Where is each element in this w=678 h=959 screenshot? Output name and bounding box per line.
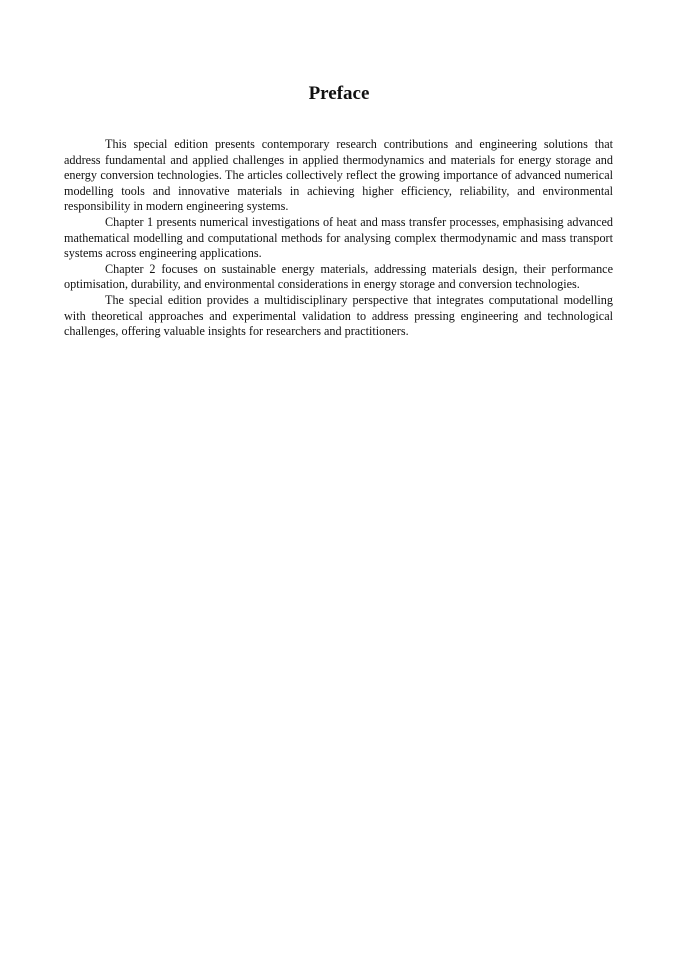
paragraph-intro: This special edition presents contemporary research contributions and engineering solutions that address fundamental and applied challenges in applied thermodynamics and materials for energy storage and energy conversion technologies. The articles collectively reflect the growing importance of advanced numerical modelling tools and innovative materials in achieving higher efficiency, reliability, and environmental responsibility in modern engineering systems.: [64, 137, 613, 214]
preface-body: [64, 137, 613, 340]
paragraph-conclusion: The special edition provides a multidisciplinary perspective that integrates computational modelling with theoretical approaches and experimental validation to address pressing engineering and technological challenges, offering valuable insights for researchers and practitioners.: [64, 292, 613, 339]
paragraph-chapter-1: Chapter 1 presents numerical investigations of heat and mass transfer processes, emphasising advanced mathematical modelling and computational methods for analysing complex thermodynamic and mass transport systems across engineering applications.: [64, 214, 613, 261]
paragraph-chapter-2: Chapter 2 focuses on sustainable energy materials, addressing materials design, their performance optimisation, durability, and environmental considerations in energy storage and conversion technologies.: [64, 261, 613, 292]
page-title: Preface: [308, 83, 370, 104]
